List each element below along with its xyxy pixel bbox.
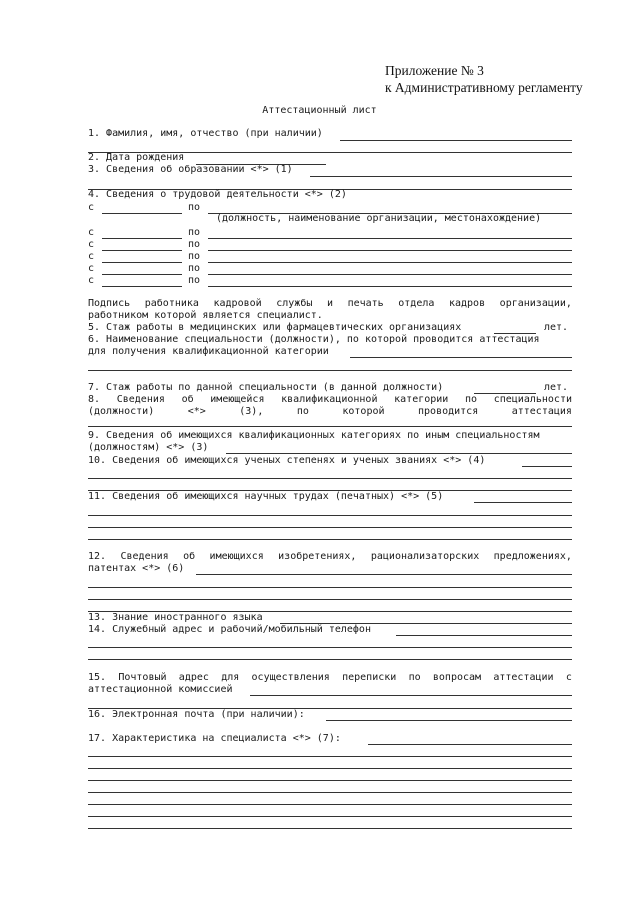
item-4-label: 4. Сведения о трудовой деятельности <*> (2) bbox=[88, 189, 347, 200]
appendix-header bbox=[385, 62, 583, 96]
work-position-field-6[interactable] bbox=[208, 286, 572, 287]
word: 8. bbox=[88, 394, 101, 405]
word: осуществления bbox=[251, 672, 330, 683]
word: переписки bbox=[342, 672, 397, 683]
from-label: с bbox=[88, 275, 95, 286]
appendix-reference: к Административному регламенту bbox=[385, 80, 583, 95]
word: (должности) bbox=[88, 406, 155, 417]
word: по bbox=[296, 406, 309, 417]
word: (3), bbox=[239, 406, 264, 417]
item-9-label-line-2: (должностям) <*> (3) bbox=[88, 442, 209, 453]
item-8-label-line-2 bbox=[88, 406, 572, 418]
signature-paragraph-line-1 bbox=[88, 298, 572, 310]
word: для bbox=[221, 672, 240, 683]
to-label: по bbox=[188, 263, 201, 274]
item-10-label: 10. Сведения об имеющихся ученых степенях и ученых званиях <*> (4) bbox=[88, 455, 486, 466]
work-position-field-3[interactable] bbox=[208, 250, 572, 251]
item-6-field[interactable] bbox=[350, 357, 572, 358]
word: квалификационной bbox=[281, 394, 378, 405]
word: организации, bbox=[499, 298, 572, 309]
item-12-label-line-2: патентах <*> (6) bbox=[88, 563, 185, 574]
word: Подпись bbox=[88, 298, 131, 309]
item-17-field-cont[interactable] bbox=[88, 792, 572, 793]
from-label: с bbox=[88, 239, 95, 250]
item-12-label-line-1 bbox=[88, 551, 572, 563]
item-8-field[interactable] bbox=[88, 426, 572, 427]
word: Сведения bbox=[116, 394, 165, 405]
word: об bbox=[181, 394, 194, 405]
item-17-field-cont[interactable] bbox=[88, 816, 572, 817]
word: и bbox=[326, 298, 333, 309]
item-9-field[interactable] bbox=[226, 453, 572, 454]
item-12-field[interactable] bbox=[196, 574, 572, 575]
item-3-field[interactable] bbox=[310, 176, 572, 177]
word: категории bbox=[394, 394, 449, 405]
item-10-field[interactable] bbox=[522, 466, 572, 467]
to-label: по bbox=[188, 239, 201, 250]
word: проводится bbox=[418, 406, 479, 417]
work-from-field-5[interactable] bbox=[102, 274, 182, 275]
item-12-field-cont-2[interactable] bbox=[88, 599, 572, 600]
appendix-number: Приложение № 3 bbox=[385, 63, 484, 78]
item-3-label: 3. Сведения об образовании <*> (1) bbox=[88, 164, 293, 175]
from-label: с bbox=[88, 263, 95, 274]
item-17-field-cont[interactable] bbox=[88, 804, 572, 805]
to-label: по bbox=[188, 251, 201, 262]
word: изобретениях, bbox=[278, 551, 357, 562]
item-17-field-cont[interactable] bbox=[88, 768, 572, 769]
item-17-field-cont[interactable] bbox=[88, 828, 572, 829]
word: предложениях, bbox=[493, 551, 572, 562]
item-6-field-cont[interactable] bbox=[88, 370, 572, 371]
word: с bbox=[565, 672, 572, 683]
item-15-label-line-1 bbox=[88, 672, 572, 684]
item-14-label: 14. Служебный адрес и рабочий/мобильный телефон bbox=[88, 624, 371, 635]
item-16-label: 16. Электронная почта (при наличии): bbox=[88, 709, 305, 720]
item-17-field-cont[interactable] bbox=[88, 756, 572, 757]
item-16-field[interactable] bbox=[326, 720, 572, 721]
word: отдела bbox=[398, 298, 435, 309]
item-11-field[interactable] bbox=[474, 502, 572, 503]
word: аттестации bbox=[493, 672, 554, 683]
word: по bbox=[408, 672, 421, 683]
word: имеющейся bbox=[210, 394, 265, 405]
work-from-field-6[interactable] bbox=[102, 286, 182, 287]
word: об bbox=[183, 551, 196, 562]
from-label: с bbox=[88, 227, 95, 238]
item-5-label: 5. Стаж работы в медицинских или фармацевтических организациях bbox=[88, 322, 462, 333]
work-position-field-4[interactable] bbox=[208, 262, 572, 263]
word: по bbox=[465, 394, 478, 405]
word: работника bbox=[144, 298, 199, 309]
to-label: по bbox=[188, 227, 201, 238]
word: печать bbox=[347, 298, 384, 309]
item-7-label: 7. Стаж работы по данной специальности (в данной должности) bbox=[88, 382, 444, 393]
word: кадровой bbox=[213, 298, 262, 309]
item-13-label: 13. Знание иностранного языка bbox=[88, 612, 263, 623]
word: рационализаторских bbox=[370, 551, 480, 562]
from-label: с bbox=[88, 251, 95, 262]
work-position-field-5[interactable] bbox=[208, 274, 572, 275]
item-6-label-line-2: для получения квалификационной категории bbox=[88, 346, 329, 357]
work-position-field-2[interactable] bbox=[208, 238, 572, 239]
work-from-field-1[interactable] bbox=[102, 213, 182, 214]
item-11-field-cont-3[interactable] bbox=[88, 539, 572, 540]
work-from-field-3[interactable] bbox=[102, 250, 182, 251]
item-2-label: 2. Дата рождения bbox=[88, 152, 185, 163]
word: аттестация bbox=[511, 406, 572, 417]
item-15-label-line-2: аттестационной комиссией bbox=[88, 684, 233, 695]
word: 12. bbox=[88, 551, 107, 562]
item-8-label-line-1 bbox=[88, 394, 572, 406]
item-14-field-cont-2[interactable] bbox=[88, 659, 572, 660]
work-hint: (должность, наименование организации, местонахождение) bbox=[216, 213, 542, 224]
item-14-field-cont-1[interactable] bbox=[88, 647, 572, 648]
to-label: по bbox=[188, 275, 201, 286]
word: 15. bbox=[88, 672, 107, 683]
item-11-field-cont-2[interactable] bbox=[88, 527, 572, 528]
to-label: по bbox=[188, 202, 201, 213]
word: вопросам bbox=[432, 672, 482, 683]
signature-paragraph-line-2: работником которой является специалист. bbox=[88, 310, 323, 321]
item-1-field[interactable] bbox=[340, 140, 572, 141]
item-14-field[interactable] bbox=[396, 635, 572, 636]
item-17-field[interactable] bbox=[368, 744, 572, 745]
item-9-label-line-1: 9. Сведения об имеющихся квалификационных категориях по иным специальностям bbox=[88, 430, 540, 441]
word: кадров bbox=[448, 298, 486, 309]
document-title: Аттестационный лист bbox=[262, 105, 377, 116]
item-17-field-cont[interactable] bbox=[88, 780, 572, 781]
word: Почтовый bbox=[118, 672, 167, 683]
item-11-label: 11. Сведения об имеющихся научных трудах (печатных) <*> (5) bbox=[88, 491, 444, 502]
word: имеющихся bbox=[209, 551, 264, 562]
item-12-field-cont-1[interactable] bbox=[88, 587, 572, 588]
work-from-field-2[interactable] bbox=[102, 238, 182, 239]
from-label: с bbox=[88, 202, 95, 213]
years-unit: лет. bbox=[544, 382, 569, 393]
word: <*> bbox=[187, 406, 206, 417]
item-15-field[interactable] bbox=[250, 695, 572, 696]
word: которой bbox=[342, 406, 385, 417]
item-6-label-line-1: 6. Наименование специальности (должности), по которой проводится аттестация bbox=[88, 334, 540, 345]
item-17-label: 17. Характеристика на специалиста <*> (7): bbox=[88, 733, 341, 744]
word: службы bbox=[276, 298, 313, 309]
item-1-label: 1. Фамилия, имя, отчество (при наличии) bbox=[88, 128, 323, 139]
word: Сведения bbox=[120, 551, 169, 562]
item-11-field-cont-1[interactable] bbox=[88, 515, 572, 516]
years-unit: лет. bbox=[544, 322, 569, 333]
work-from-field-4[interactable] bbox=[102, 262, 182, 263]
word: специальности bbox=[493, 394, 572, 405]
word: адрес bbox=[178, 672, 209, 683]
item-10-field-cont-1[interactable] bbox=[88, 478, 572, 479]
